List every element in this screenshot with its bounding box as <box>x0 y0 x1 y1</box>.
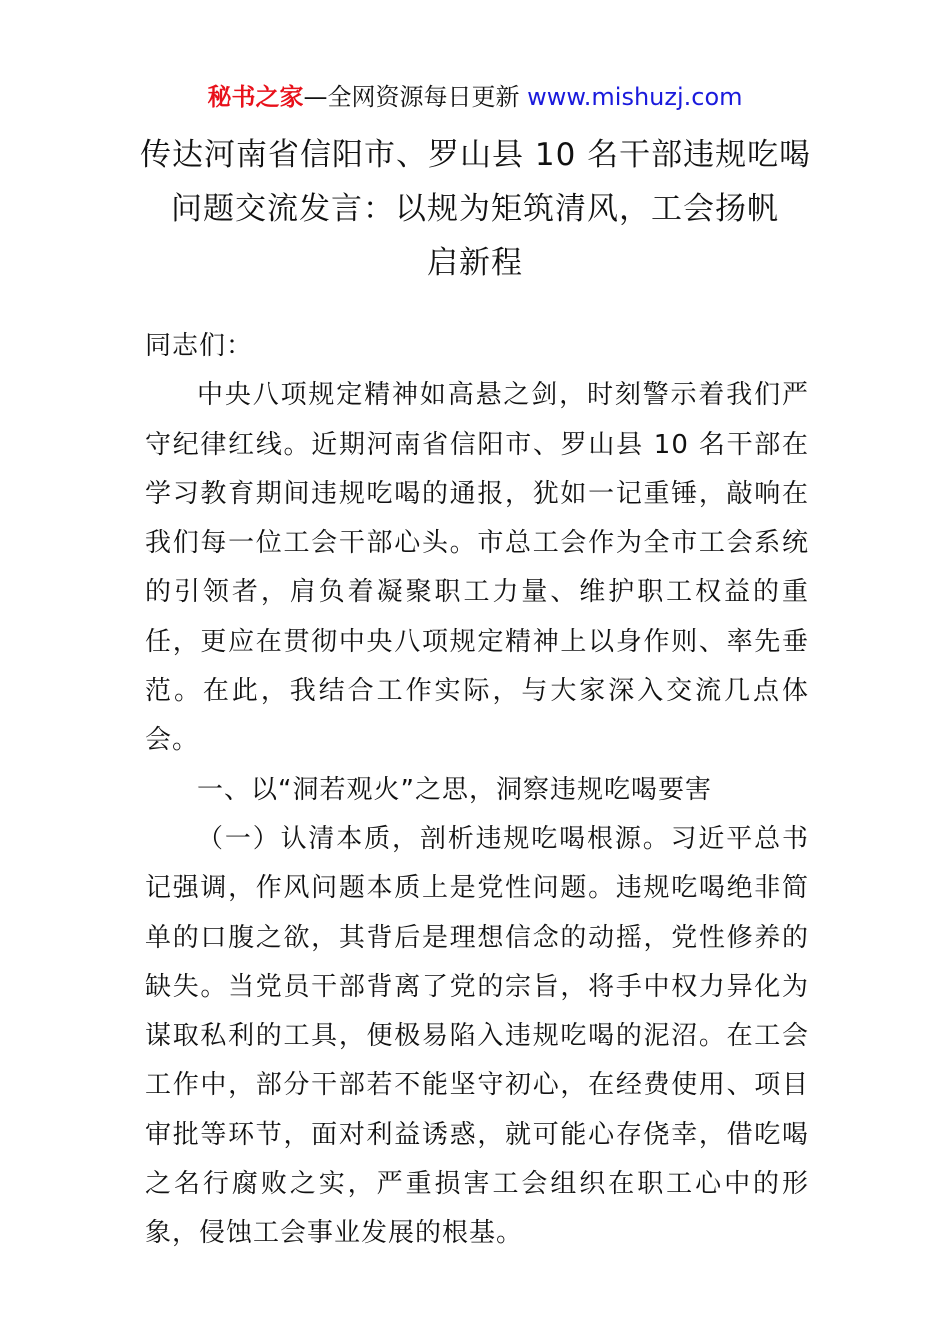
site-url-link[interactable]: www.mishuzj.com <box>527 83 743 111</box>
salutation: 同志们： <box>145 331 254 361</box>
title-line-2: 问题交流发言：以规为矩筑清风，工会扬帆 <box>171 191 779 227</box>
document-body <box>145 322 809 1259</box>
paragraph-intro: 中央八项规定精神如高悬之剑，时刻警示着我们严守纪律红线。近期河南省信阳市、罗山县 10 名干部在学习教育期间违规吃喝的通报，犹如一记重锤，敲响在我们每一位工会干部心头。市总工会作为全市工会系统的引领者，肩负着凝聚职工力量、维护职工权益的重任，更应在贯彻中央八项规定精神上以身作则、率先垂范。在此，我结合工作实际，与大家深入交流几点体会。 <box>145 380 809 756</box>
title-line-3: 启新程 <box>427 245 523 281</box>
title-line-1: 传达河南省信阳市、罗山县 10 名干部违规吃喝 <box>140 137 812 173</box>
header-tagline: —全网资源每日更新 <box>303 83 528 111</box>
section-heading-1: 一、以“洞若观火”之思，洞察违规吃喝要害 <box>197 774 712 805</box>
paragraph-subsection-1: （一）认清本质，剖析违规吃喝根源。习近平总书记强调，作风问题本质上是党性问题。违规吃喝绝非简单的口腹之欲，其背后是理想信念的动摇，党性修养的缺失。当党员干部背离了党的宗旨，将手中权力异化为谋取私利的工具，便极易陷入违规吃喝的泥沼。在工会工作中，部分干部若不能坚守初心，在经费使用、项目审批等环节，面对利益诱惑，就可能心存侥幸，借吃喝之名行腐败之实，严重损害工会组织在职工心中的形象，侵蚀工会事业发展的根基。 <box>145 823 809 1249</box>
site-header <box>0 80 950 114</box>
document-title <box>140 128 810 290</box>
brand-name: 秘书之家 <box>207 83 304 111</box>
